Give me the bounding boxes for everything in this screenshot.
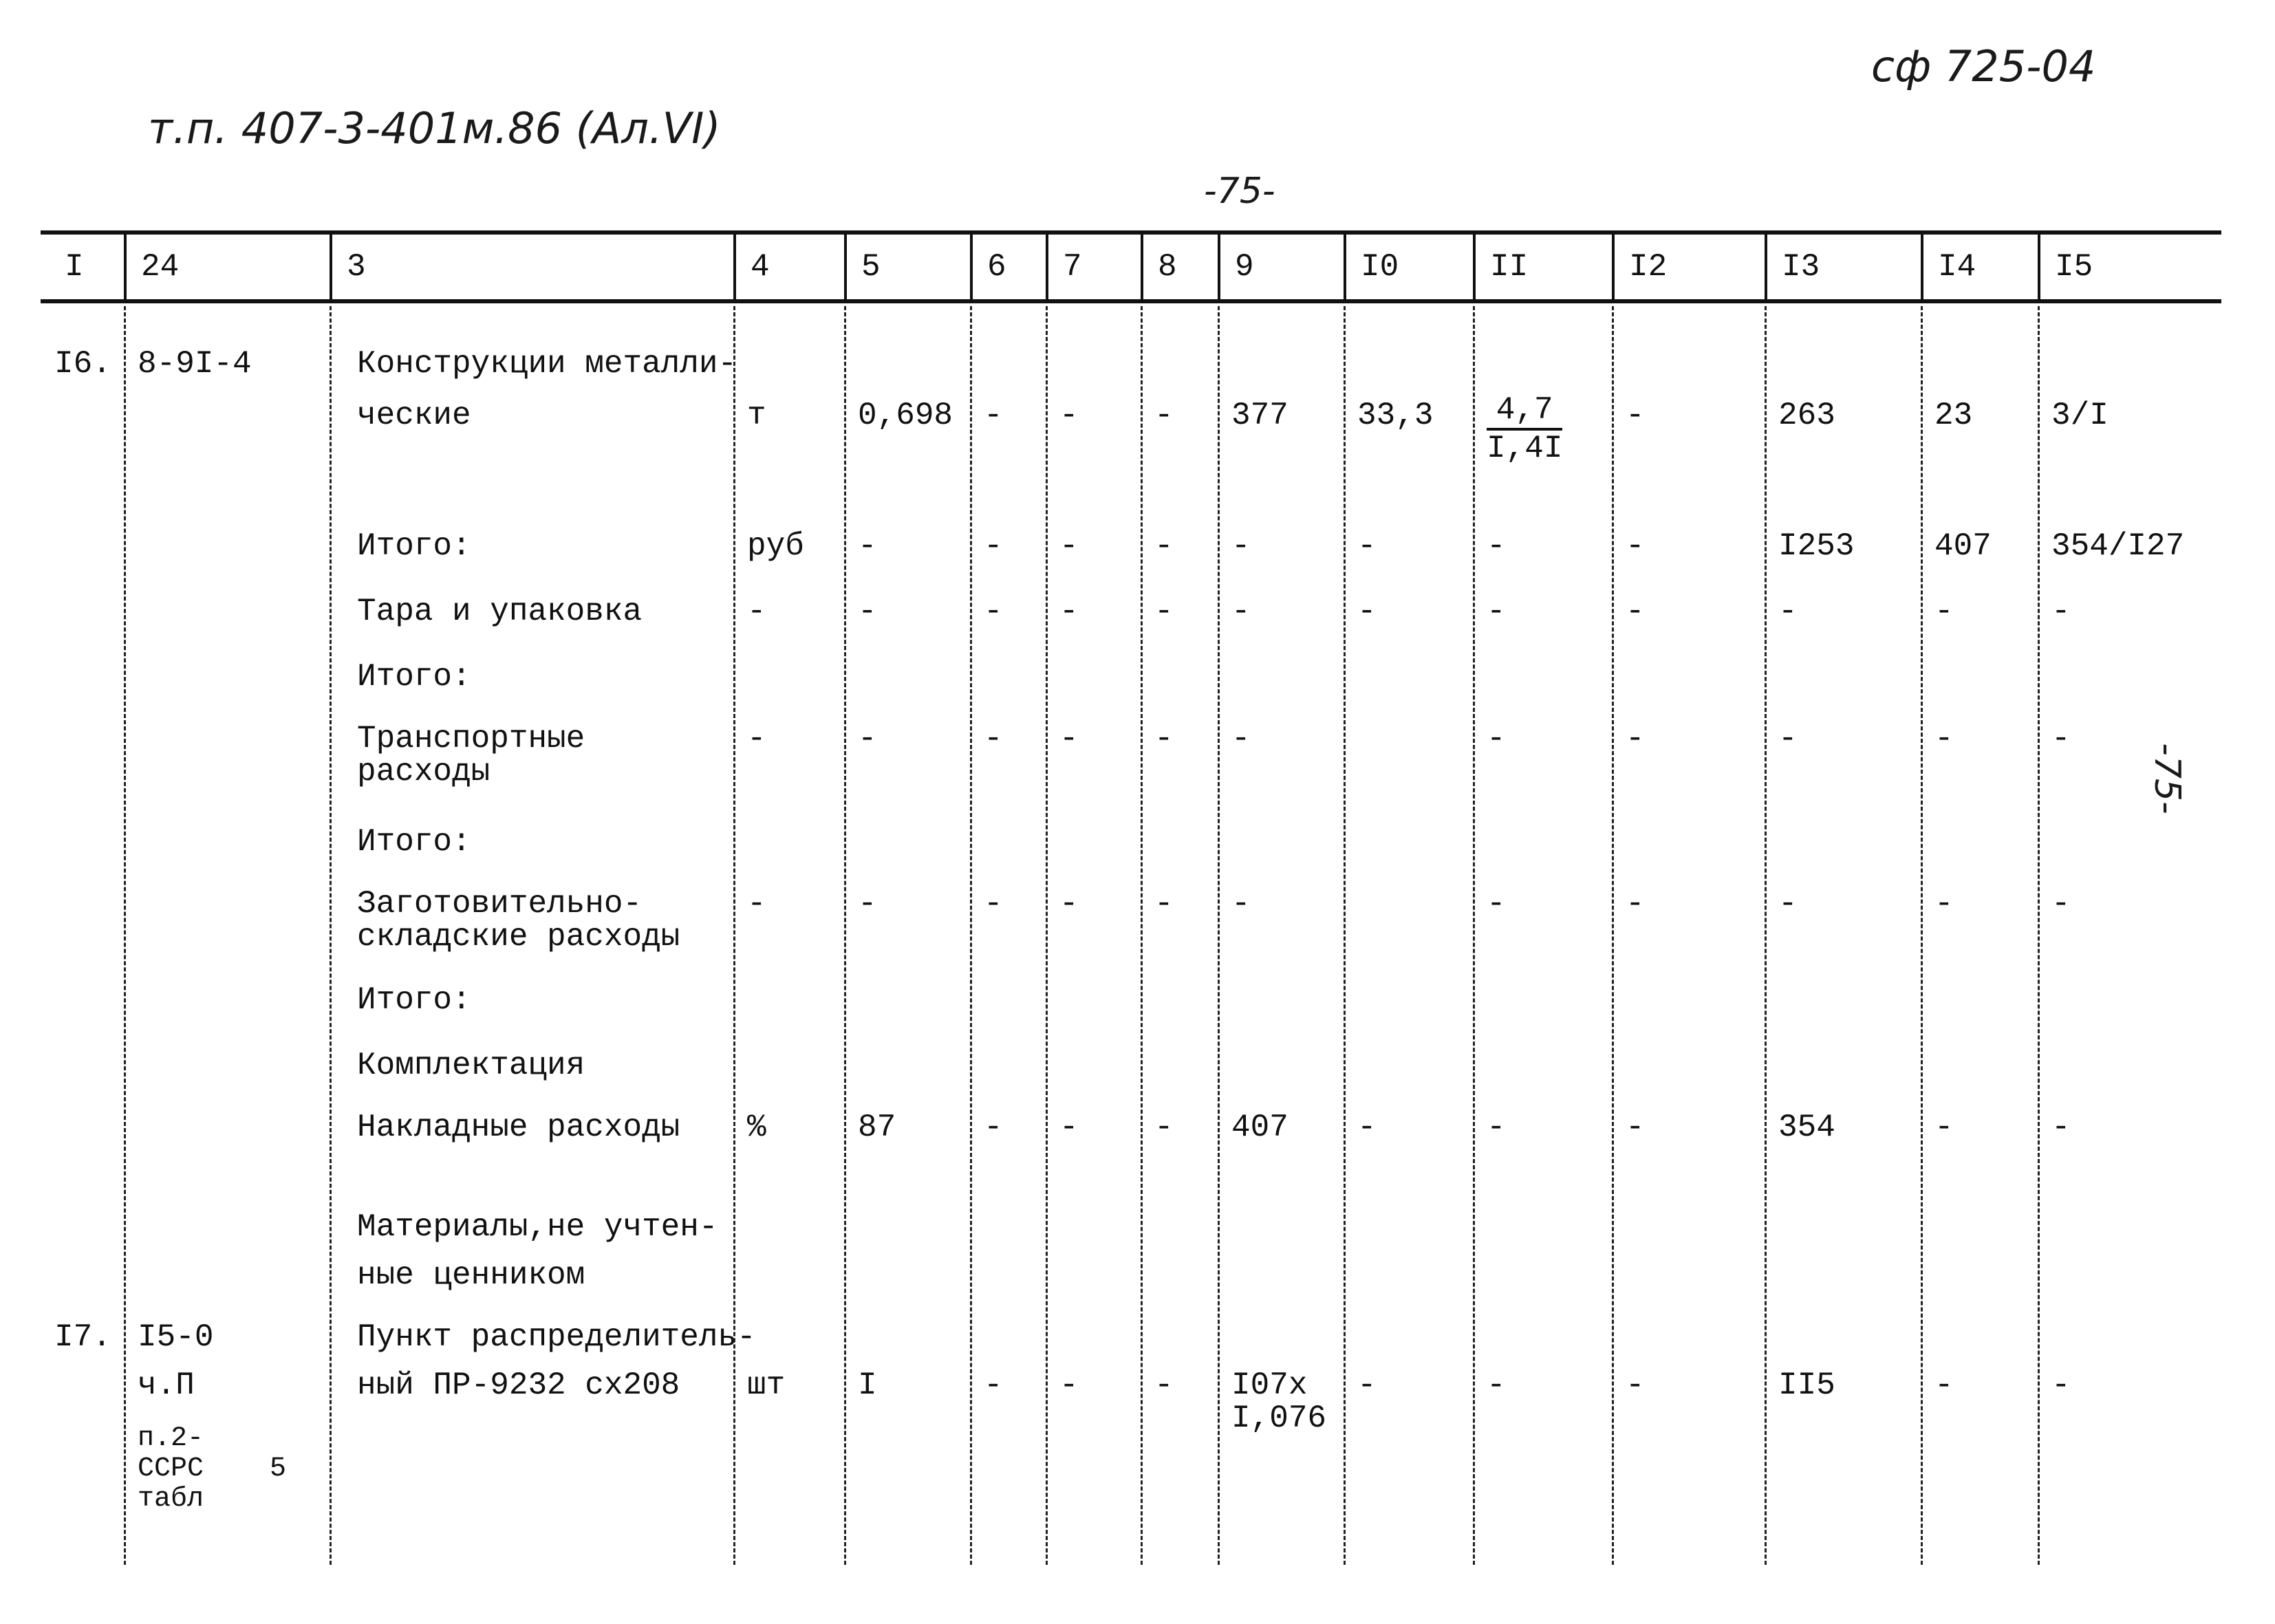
table-cell: -	[1059, 528, 1079, 564]
table-cell: I7.	[54, 1319, 111, 1355]
column-divider	[1612, 234, 1615, 301]
side-page-number: -75-	[2146, 743, 2188, 814]
fraction-denominator: I,4I	[1487, 431, 1563, 466]
column-divider-dashed	[1765, 306, 1767, 1565]
table-cell: -	[984, 721, 1003, 757]
table-cell: Комплектация	[357, 1048, 585, 1083]
table-cell: -	[858, 528, 877, 564]
column-divider-dashed	[124, 306, 126, 1565]
table-cell: Итого:	[357, 982, 471, 1018]
table-cell: -	[1778, 886, 1798, 922]
table-cell: -	[1357, 528, 1377, 564]
table-cell: -	[1934, 886, 1954, 922]
table-cell: 3/I	[2051, 398, 2109, 433]
table-cell: -	[1059, 398, 1079, 433]
table-cell: 407	[1934, 528, 1992, 564]
table-cell: 8-9I-4	[138, 346, 252, 382]
table-cell: -	[1154, 1367, 1174, 1403]
column-divider-dashed	[1473, 306, 1475, 1565]
table-cell: -	[1487, 1367, 1506, 1403]
table-cell: Материалы,не учтен-	[357, 1209, 718, 1245]
table-cell: руб	[747, 528, 804, 564]
page-number: -75-	[1204, 171, 1275, 212]
table-cell: Пункт распределитель-	[357, 1319, 756, 1355]
column-header: I5	[2055, 249, 2093, 285]
table-cell: I	[858, 1367, 877, 1403]
table-cell: -	[1487, 721, 1506, 757]
table-cell: 263	[1778, 398, 1835, 433]
table-cell: -	[747, 594, 766, 629]
table-cell: -	[1487, 886, 1506, 922]
column-divider-dashed	[970, 306, 972, 1565]
table-cell: -	[1231, 886, 1251, 922]
column-divider	[2038, 234, 2040, 301]
table-top-rule	[41, 230, 2221, 235]
table-cell: -	[1626, 398, 1645, 433]
table-cell: -	[1059, 721, 1079, 757]
table-cell: -	[1059, 1109, 1079, 1145]
table-cell: 407	[1231, 1109, 1289, 1145]
table-cell: Конструкции металли-	[357, 346, 737, 382]
column-header: 4	[751, 249, 770, 285]
column-divider-dashed	[1344, 306, 1346, 1565]
table-cell: Итого:	[357, 824, 471, 860]
column-divider-dashed	[1612, 306, 1614, 1565]
table-cell: -	[1934, 594, 1954, 629]
table-cell: Тара и упаковка	[357, 594, 643, 629]
table-cell: -	[1231, 721, 1251, 757]
table-cell: -	[1487, 1109, 1506, 1145]
project-reference: т.п. 407-3-401м.86 (Ал.VI)	[148, 103, 721, 153]
table-cell: -	[984, 1109, 1003, 1145]
table-cell: -	[1059, 594, 1079, 629]
table-cell: -	[1231, 594, 1251, 629]
column-header: I3	[1782, 249, 1820, 285]
column-header: 24	[141, 249, 180, 285]
table-cell: -	[1934, 721, 1954, 757]
table-cell: -	[1357, 594, 1377, 629]
column-header: 6	[987, 249, 1006, 285]
table-cell: Заготовительно- складские расходы	[357, 886, 680, 955]
table-cell: ные ценником	[357, 1257, 585, 1293]
table-cell: I253	[1778, 528, 1855, 564]
table-cell: -	[1154, 528, 1174, 564]
table-cell: 0,698	[858, 398, 953, 433]
column-header: 5	[861, 249, 881, 285]
column-header: 8	[1158, 249, 1177, 285]
column-divider	[733, 234, 736, 301]
table-cell: шт	[747, 1367, 786, 1403]
table-cell: -	[1778, 594, 1798, 629]
column-divider	[1344, 234, 1346, 301]
column-header: I	[65, 249, 84, 285]
column-header: 3	[347, 249, 366, 285]
column-header: 7	[1063, 249, 1082, 285]
table-cell: -	[2051, 1109, 2071, 1145]
table-cell: -	[1626, 721, 1645, 757]
column-divider-dashed	[330, 306, 332, 1565]
table-cell: т	[747, 398, 766, 433]
table-cell: -	[1059, 1367, 1079, 1403]
table-cell	[1487, 392, 1562, 466]
table-cell: -	[858, 594, 877, 629]
table-cell: -	[1231, 528, 1251, 564]
table-cell: -	[1154, 1109, 1174, 1145]
column-header: II	[1490, 249, 1529, 285]
column-divider	[124, 234, 127, 301]
table-cell: -	[1154, 398, 1174, 433]
column-header: I0	[1361, 249, 1399, 285]
table-cell: 377	[1231, 398, 1289, 433]
table-cell: -	[747, 721, 766, 757]
table-header-rule	[41, 299, 2221, 303]
table-cell: ный ПР-9232 сх208	[357, 1367, 680, 1403]
table-cell: Накладные расходы	[357, 1109, 680, 1145]
sheet-code: сф 725-04	[1871, 41, 2096, 91]
column-divider	[1473, 234, 1476, 301]
table-cell: -	[984, 528, 1003, 564]
table-cell: 354	[1778, 1109, 1835, 1145]
table-cell: I6.	[54, 346, 111, 382]
table-cell: -	[984, 594, 1003, 629]
table-cell: -	[2051, 721, 2071, 757]
table-cell: -	[1059, 886, 1079, 922]
table-cell: Транспортные расходы	[357, 721, 585, 790]
table-cell: -	[1154, 721, 1174, 757]
table-cell: -	[1626, 528, 1645, 564]
table-cell: II5	[1778, 1367, 1835, 1403]
table-cell: I5-0	[138, 1319, 214, 1355]
column-divider	[1921, 234, 1923, 301]
table-cell: -	[1357, 1109, 1377, 1145]
column-divider	[1218, 234, 1220, 301]
table-cell: -	[858, 721, 877, 757]
table-cell: -	[1934, 1367, 1954, 1403]
table-cell: Итого:	[357, 659, 471, 695]
table-cell: -	[1357, 1367, 1377, 1403]
column-divider	[970, 234, 973, 301]
fraction-numerator: 4,7	[1487, 392, 1562, 431]
table-cell: 23	[1934, 398, 1973, 433]
table-cell: -	[1934, 1109, 1954, 1145]
table-cell: -	[1626, 1109, 1645, 1145]
table-cell: 33,3	[1357, 398, 1434, 433]
table-cell: Итого:	[357, 528, 471, 564]
table-cell: ч.П	[138, 1367, 195, 1403]
table-cell: -	[1154, 886, 1174, 922]
table-cell: -	[1778, 721, 1798, 757]
column-divider-dashed	[1218, 306, 1220, 1565]
column-header: I2	[1629, 249, 1668, 285]
table-cell: -	[1154, 594, 1174, 629]
column-divider	[330, 234, 332, 301]
column-divider-dashed	[844, 306, 846, 1565]
table-cell: -	[1626, 1367, 1645, 1403]
table-cell: -	[2051, 1367, 2071, 1403]
column-divider-dashed	[1921, 306, 1923, 1565]
table-cell: -	[747, 886, 766, 922]
column-divider-dashed	[2038, 306, 2040, 1565]
column-divider-dashed	[733, 306, 735, 1565]
table-cell: I07x I,076	[1231, 1367, 1327, 1436]
table-cell: -	[984, 398, 1003, 433]
table-cell: -	[2051, 886, 2071, 922]
column-divider-dashed	[1046, 306, 1048, 1565]
column-header: 9	[1235, 249, 1254, 285]
column-divider	[844, 234, 847, 301]
table-cell: -	[2051, 594, 2071, 629]
table-cell: -	[1626, 886, 1645, 922]
column-divider	[1046, 234, 1048, 301]
table-cell: 354/I27	[2051, 528, 2185, 564]
table-cell: %	[747, 1109, 766, 1145]
table-cell: п.2- ССРС 5 табл	[138, 1423, 287, 1515]
table-cell: 87	[858, 1109, 896, 1145]
table-cell: -	[1487, 528, 1506, 564]
column-divider-dashed	[1141, 306, 1143, 1565]
table-cell: -	[984, 1367, 1003, 1403]
table-cell: -	[1626, 594, 1645, 629]
table-cell: ческие	[357, 398, 471, 433]
fraction-value	[1487, 392, 1562, 466]
column-divider	[1141, 234, 1143, 301]
table-cell: -	[1487, 594, 1506, 629]
column-divider	[1765, 234, 1767, 301]
table-cell: -	[984, 886, 1003, 922]
column-header: I4	[1938, 249, 1976, 285]
table-cell: -	[858, 886, 877, 922]
